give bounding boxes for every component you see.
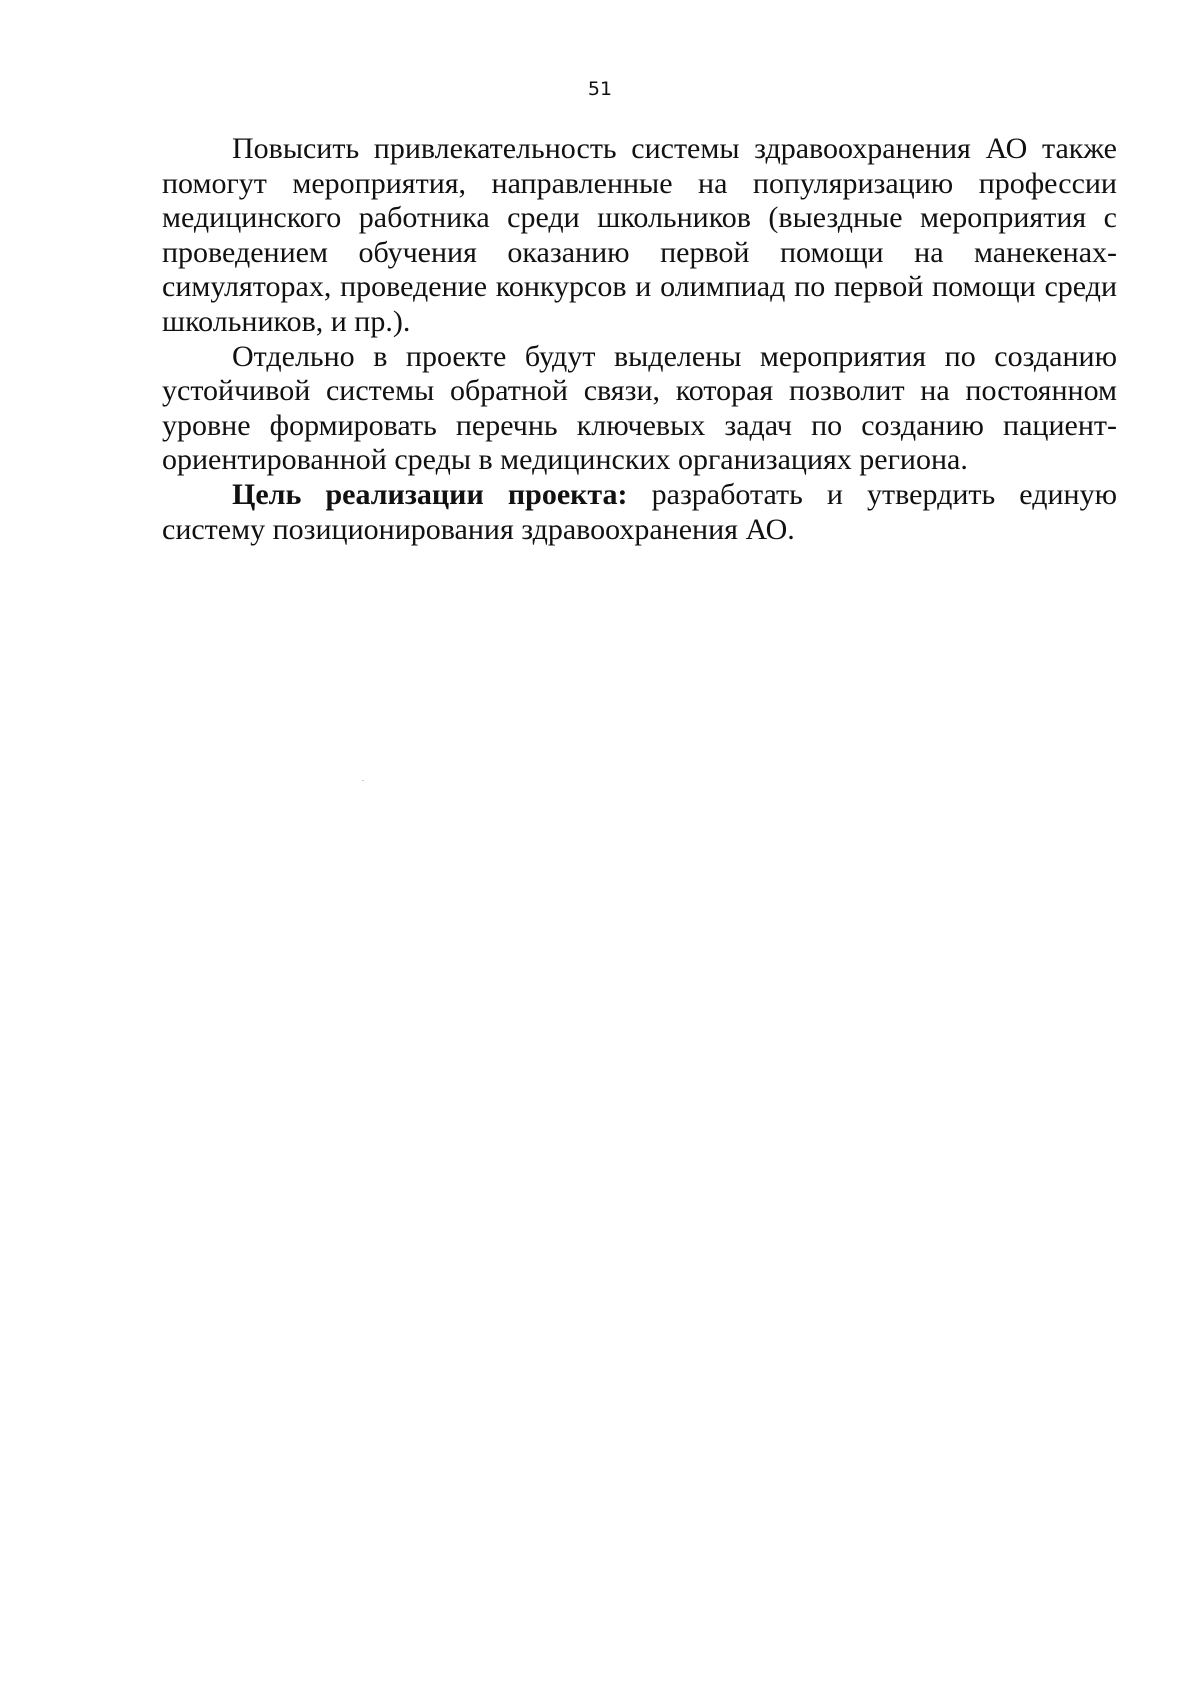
page-number: 51 bbox=[587, 78, 613, 100]
scan-speck bbox=[362, 780, 364, 781]
paragraph-project-goal bbox=[162, 478, 1117, 547]
project-goal-text: разработать и утвердить единую систему позиционирования здравоохранения АО. bbox=[162, 477, 1117, 546]
project-goal-label: Цель реализации проекта: bbox=[232, 477, 628, 511]
paragraph-attractiveness: Повысить привлекательность системы здравоохранения АО также помогут мероприятия, направленные на популяризацию профессии медицинского работника среди школьников (выездные мероприятия с проведением обучения оказанию первой помощи на манекенах-симуляторах, проведение конкурсов и олимпиад по первой помощи среди школьников, и пр.). bbox=[162, 132, 1117, 338]
body-text bbox=[162, 132, 1117, 547]
paragraph-feedback-system: Отдельно в проекте будут выделены мероприятия по созданию устойчивой системы обратной связи, которая позволит на постоянном уровне формировать перечнь ключевых задач по созданию пациент-ориентированной среды в медицинских организациях региона. bbox=[162, 339, 1117, 477]
